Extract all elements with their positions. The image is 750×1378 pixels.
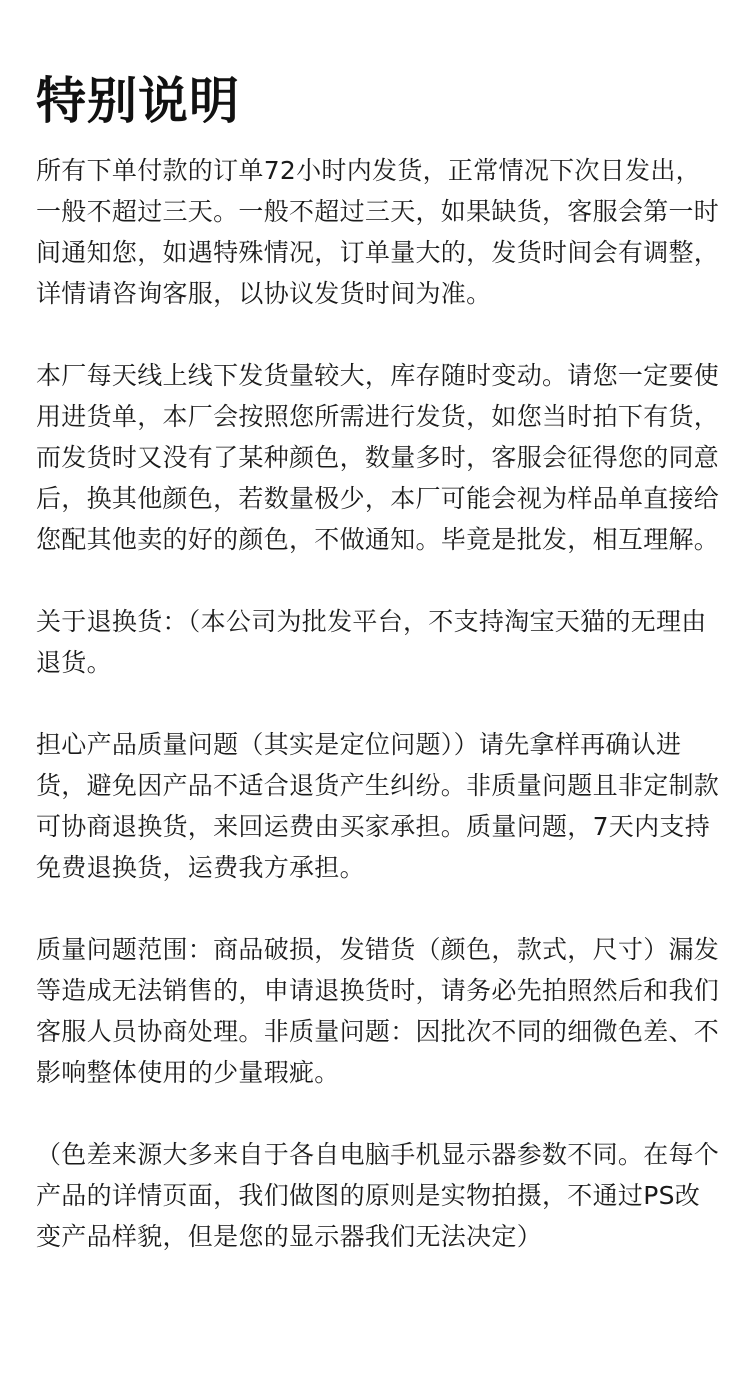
- quality-scope-paragraph: 质量问题范围：商品破损，发错货（颜色，款式，尺寸）漏发等造成无法销售的，申请退换货时，请务必先拍照然后和我们客服人员协商处理。非质量问题：因批次不同的细微色差、不影响整体使用的少量瑕疵。: [36, 935, 720, 1087]
- notice-page: [36, 66, 720, 1257]
- shipping-policy-paragraph: 所有下单付款的订单72小时内发货，正常情况下次日发出，一般不超过三天。一般不超过三天，如果缺货，客服会第一时间通知您，如遇特殊情况，订单量大的，发货时间会有调整，详情请咨询客服，以协议发货时间为准。: [36, 156, 720, 308]
- color-difference-paragraph: （色差来源大多来自于各自电脑手机显示器参数不同。在每个产品的详情页面，我们做图的原则是实物拍摄，不通过PS改变产品样貌，但是您的显示器我们无法决定）: [36, 1140, 720, 1251]
- return-policy-paragraph: 关于退换货：（本公司为批发平台，不支持淘宝天猫的无理由退货。: [36, 607, 707, 677]
- stock-policy-paragraph: 本厂每天线上线下发货量较大，库存随时变动。请您一定要使用进货单，本厂会按照您所需进行发货，如您当时拍下有货，而发货时又没有了某种颜色，数量多时，客服会征得您的同意后，换其他颜色，若数量极少，本厂可能会视为样品单直接给您配其他卖的好的颜色，不做通知。毕竟是批发，相互理解。: [36, 361, 720, 554]
- page-title: 特别说明: [36, 72, 240, 130]
- quality-concern-paragraph: 担心产品质量问题（其实是定位问题））请先拿样再确认进货，避免因产品不适合退货产生纠纷。非质量问题且非定制款可协商退换货，来回运费由买家承担。质量问题，7天内支持免费退换货，运费我方承担。: [36, 730, 720, 882]
